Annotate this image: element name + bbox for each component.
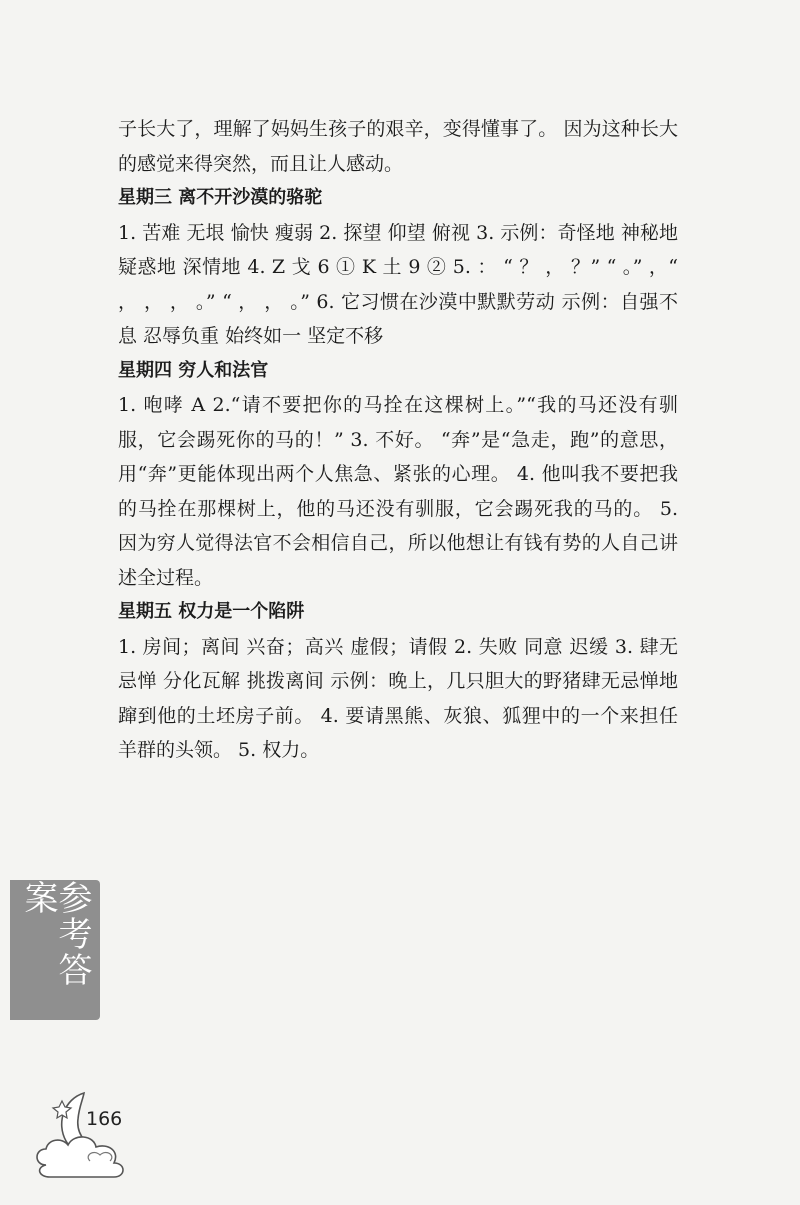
- moon-cloud-icon: [28, 1085, 178, 1180]
- page-number: 166: [86, 1108, 123, 1130]
- answer-content: [118, 112, 678, 768]
- section-heading-thursday: 星期四 穷人和法官: [118, 359, 269, 381]
- answer-paragraph-thursday: 1. 咆哮 A 2.“请不要把你的马拴在这棵树上。”“我的马还没有驯服，它会踢死你的马的！” 3. 不好。 “奔”是“急走，跑”的意思，用“奔”更能体现出两个人焦急、紧张的心理。 4. 他叫我不要把我的马拴在那棵树上，他的马还没有驯服，它会踢死我的马的。 5. 因为穷人觉得法官不会相信自己，所以他想让有钱有势的人自己讲述全过程。: [118, 394, 678, 589]
- answer-paragraph-friday: 1. 房间；离间 兴奋；高兴 虚假；请假 2. 失败 同意 迟缓 3. 肆无忌惮 分化瓦解 挑拨离间 示例：晚上，几只胆大的野猪肆无忌惮地蹿到他的土坯房子前。 4. 要请黑熊、灰狼、狐狸中的一个来担任羊群的头领。 5. 权力。: [118, 635, 678, 761]
- answer-paragraph-wednesday: 1. 苦难 无垠 愉快 瘦弱 2. 探望 仰望 俯视 3. 示例：奇怪地 神秘地 疑惑地 深情地 4. Z 戈 6 ① K 土 9 ② 5. ： “ ？ ， ？” “ 。” ，“ ， ， ， 。” “ ， ， 。” 6. 它习惯在沙漠中默默劳动 示例：自强不息 忍辱负重 始终如一 坚定不移: [118, 221, 678, 347]
- side-tab: [10, 880, 100, 1020]
- section-heading-wednesday: 星期三 离不开沙漠的骆驼: [118, 187, 323, 208]
- section-heading-friday: 星期五 权力是一个陷阱: [118, 601, 305, 622]
- side-tab-label: 参考答案: [18, 880, 92, 988]
- answer-paragraph-continued: 子长大了，理解了妈妈生孩子的艰辛，变得懂事了。 因为这种长大的感觉来得突然，而且让人感动。: [118, 118, 678, 175]
